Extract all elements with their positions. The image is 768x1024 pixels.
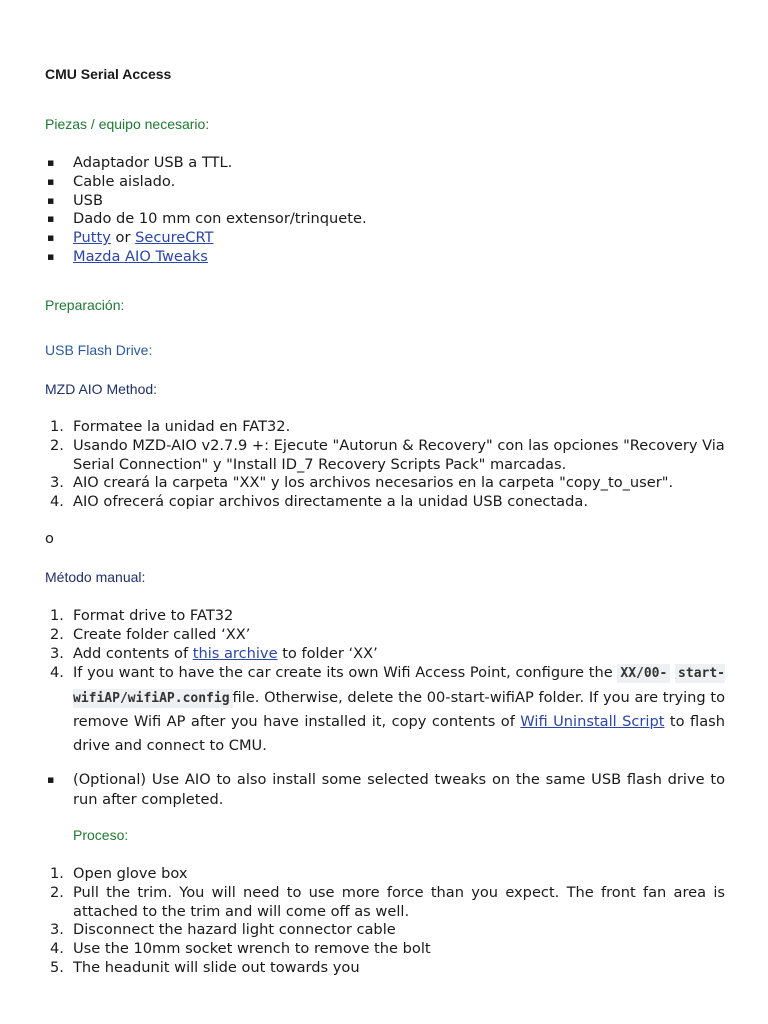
list-item: 1. Open glove box <box>50 865 188 882</box>
manual-steps-list <box>45 607 725 757</box>
optional-list <box>45 770 725 810</box>
list-item: 3. AIO creará la carpeta "XX" y los archivos necesarios en la carpeta "copy_to_user". <box>50 474 674 492</box>
page-title: CMU Serial Access <box>45 66 172 82</box>
list-item: 4. AIO ofrecerá copiar archivos directamente a la unidad USB conectada. <box>50 493 588 511</box>
preparation-heading: Preparación: <box>45 297 125 313</box>
list-item: 3. Add contents of this archive to folder ‘XX’ <box>50 644 378 662</box>
this-archive-link[interactable]: this archive <box>192 644 278 662</box>
or-text: o <box>45 530 54 547</box>
list-item: ▪ Adaptador USB a TTL. <box>45 154 725 173</box>
manual-method-heading: Método manual: <box>45 569 146 585</box>
mazda-aio-tweaks-link[interactable]: Mazda AIO Tweaks <box>73 247 208 265</box>
usb-flash-drive-heading: USB Flash Drive: <box>45 342 153 358</box>
list-item: 4. If you want to have the car create its own Wifi Access Point, configure the XX/00- start-wifiAP/wifiAP.config file. Otherwise, delete the 00-start-wifiAP folder. If you are trying to remove Wifi AP after you have installed it, copy contents of Wifi Uninstall Script to flash drive and connect to CMU. <box>50 664 726 754</box>
list-item: ▪ Cable aislado. <box>45 173 725 192</box>
config-path-code: XX/00- <box>617 664 670 683</box>
parts-list <box>45 154 725 267</box>
list-item: 2. Usando MZD-AIO v2.7.9 +: Ejecute "Autorun & Recovery" con las opciones "Recovery Via Serial Connection" y "Install ID_7 Recovery Scripts Pack" marcadas. <box>50 436 725 473</box>
list-item: 1. Formatee la unidad en FAT32. <box>50 418 291 435</box>
list-item: 5. The headunit will slide out towards you <box>50 958 360 976</box>
putty-link[interactable]: Putty <box>73 229 111 247</box>
parts-heading: Piezas / equipo necesario: <box>45 116 210 132</box>
list-item: 4. Use the 10mm socket wrench to remove the bolt <box>50 940 431 958</box>
process-heading: Proceso: <box>73 827 129 843</box>
process-steps-list <box>45 865 725 978</box>
list-item: ▪ Putty or SecureCRT <box>45 229 725 248</box>
wifi-uninstall-script-link[interactable]: Wifi Uninstall Script <box>520 713 665 731</box>
list-item: 2. Create folder called ‘XX’ <box>50 625 251 643</box>
list-item <box>45 248 725 267</box>
list-item: ▪ Dado de 10 mm con extensor/trinquete. <box>45 210 725 229</box>
mzd-steps-list <box>45 418 725 512</box>
mzd-aio-method-heading: MZD AIO Method: <box>45 381 158 397</box>
config-path-code: start-wifiAP/wifiAP.config <box>73 666 726 706</box>
list-item: 3. Disconnect the hazard light connector cable <box>50 921 396 939</box>
list-item: 1. Format drive to FAT32 <box>50 607 234 624</box>
list-item: ▪ (Optional) Use AIO to also install some selected tweaks on the same USB flash drive to run after completed. <box>45 770 725 810</box>
list-item: ▪ USB <box>45 192 725 211</box>
list-item: 2. Pull the trim. You will need to use more force than you expect. The front fan area is attached to the trim and will come off as well. <box>50 883 725 920</box>
securecrt-link[interactable]: SecureCRT <box>135 229 214 247</box>
